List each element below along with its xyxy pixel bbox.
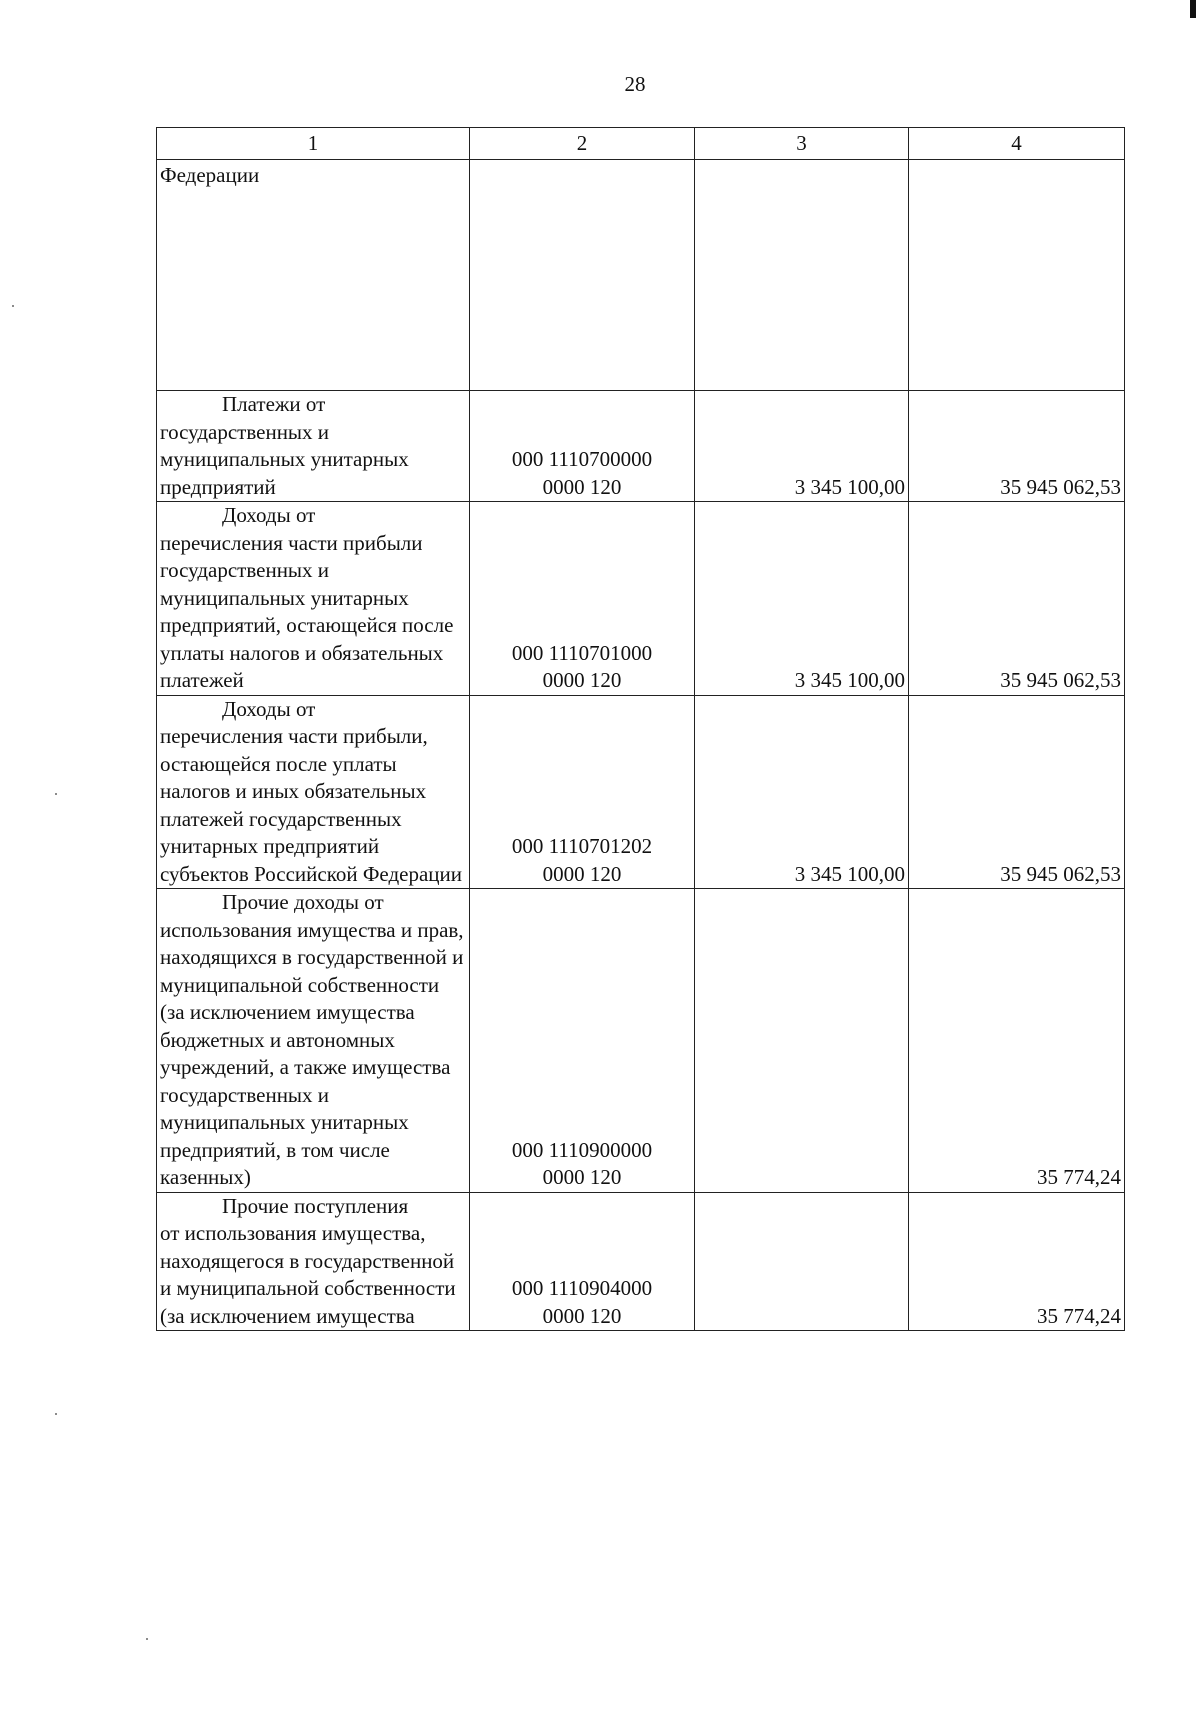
row-col3-value (695, 889, 909, 1193)
row-col4-value (909, 160, 1125, 391)
table-row (157, 502, 1125, 696)
row-code: 000 1110700000 0000 120 (470, 391, 695, 502)
row-col4-value: 35 945 062,53 (909, 502, 1125, 696)
row-name: Прочие доходы от использования имущества и прав, находящихся в государственной и муниципальной собственности (за исключением имущества бюджетных и автономных учреждений, а также имущества государственных и муниципальных унитарных предприятий, в том числе казенных) (157, 889, 470, 1193)
scan-speck (55, 1413, 57, 1415)
column-header-2: 2 (470, 128, 695, 160)
row-code (470, 160, 695, 391)
row-name: Доходы от перечисления части прибыли государственных и муниципальных унитарных предприятий, остающейся после уплаты налогов и обязательных платежей (157, 502, 470, 696)
row-col4-value: 35 945 062,53 (909, 391, 1125, 502)
table-row (157, 889, 1125, 1193)
row-name: Доходы от перечисления части прибыли, остающейся после уплаты налогов и иных обязательных платежей государственных унитарных предприятий субъектов Российской Федерации (157, 695, 470, 889)
row-col3-value: 3 345 100,00 (695, 695, 909, 889)
table-row (157, 160, 1125, 391)
row-code: 000 1110904000 0000 120 (470, 1192, 695, 1331)
row-col3-value (695, 160, 909, 391)
table-row (157, 391, 1125, 502)
row-col3-value (695, 1192, 909, 1331)
scan-speck (146, 1638, 148, 1640)
scan-edge-mark (1190, 0, 1196, 18)
row-col3-value: 3 345 100,00 (695, 502, 909, 696)
column-header-1: 1 (157, 128, 470, 160)
row-col4-value: 35 774,24 (909, 889, 1125, 1193)
table-row (157, 1192, 1125, 1331)
table-header-row (157, 128, 1125, 160)
row-col4-value: 35 774,24 (909, 1192, 1125, 1331)
scan-speck (12, 305, 14, 307)
row-col4-value: 35 945 062,53 (909, 695, 1125, 889)
row-name: Прочие поступления от использования имущества, находящегося в государственной и муниципальной собственности (за исключением имущества (157, 1192, 470, 1331)
row-code: 000 1110900000 0000 120 (470, 889, 695, 1193)
column-header-3: 3 (695, 128, 909, 160)
row-name: Федерации (157, 160, 470, 391)
column-header-4: 4 (909, 128, 1125, 160)
row-code: 000 1110701202 0000 120 (470, 695, 695, 889)
revenue-table (156, 127, 1125, 1331)
scan-speck (55, 793, 57, 795)
row-col3-value: 3 345 100,00 (695, 391, 909, 502)
row-code: 000 1110701000 0000 120 (470, 502, 695, 696)
row-name: Платежи от государственных и муниципальных унитарных предприятий (157, 391, 470, 502)
page-number: 28 (624, 72, 646, 96)
table-row (157, 695, 1125, 889)
